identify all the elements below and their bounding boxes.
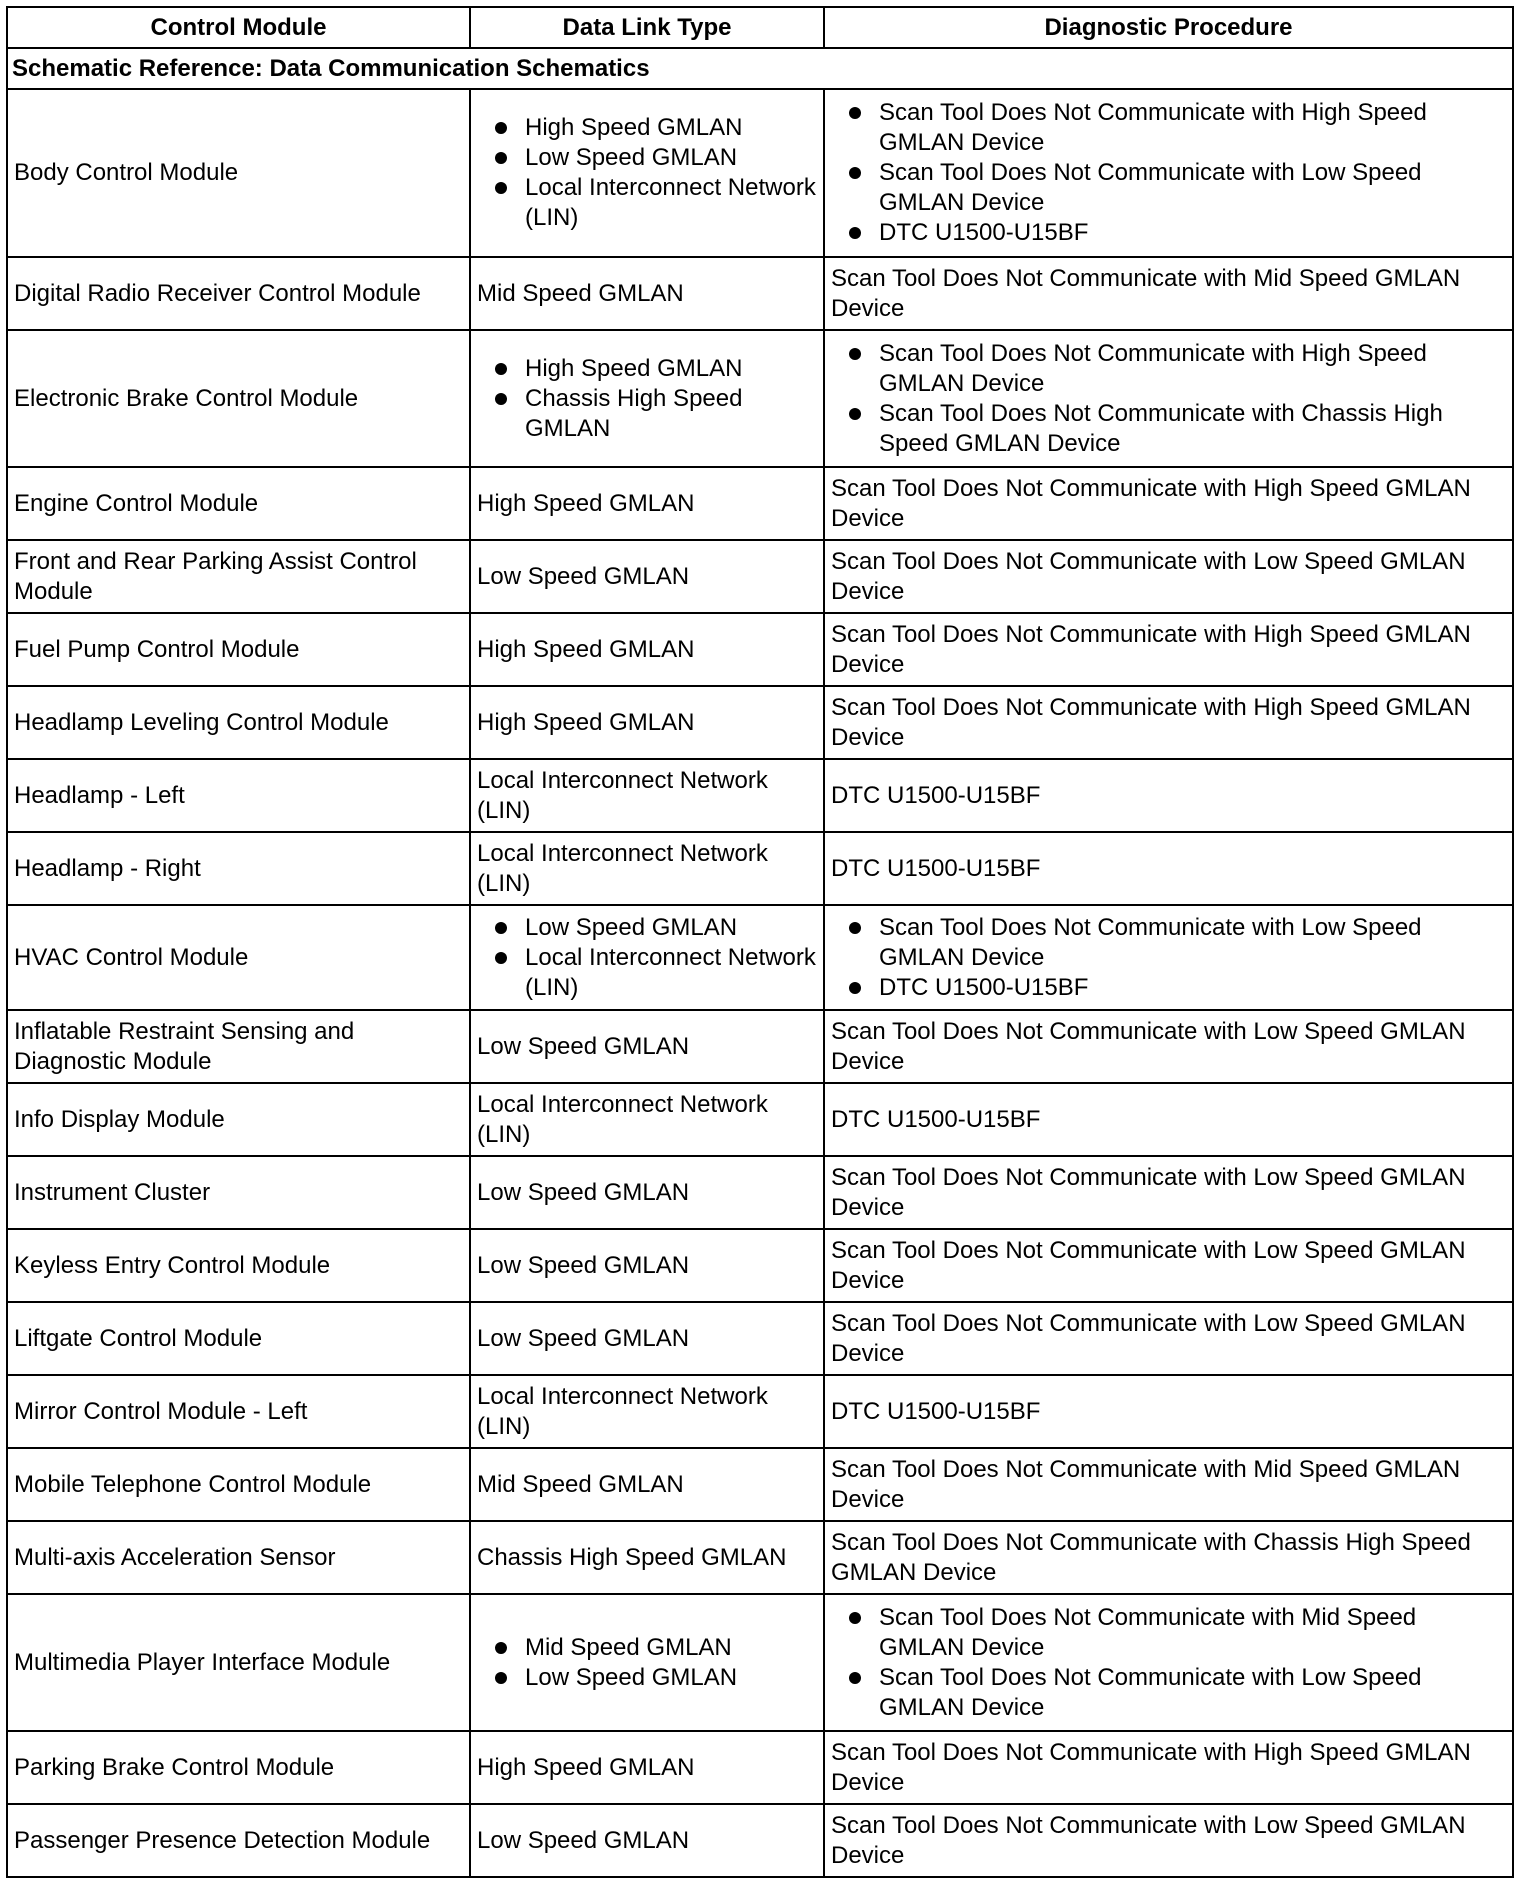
table-row [7,759,1513,832]
control-module-cell: Passenger Presence Detection Module [7,1804,470,1877]
control-module-cell: Parking Brake Control Module [7,1731,470,1804]
control-module-cell: Front and Rear Parking Assist Control Module [7,540,470,613]
bullet-item: DTC U1500-U15BF [831,218,1506,248]
bullet-item: Low Speed GMLAN [477,913,817,943]
diagnostic-procedure-cell: DTC U1500-U15BF [824,1083,1513,1156]
data-link-type-cell: Local Interconnect Network (LIN) [470,759,824,832]
schematic-reference-row [7,48,1513,89]
control-module-cell: Instrument Cluster [7,1156,470,1229]
bullet-item: High Speed GMLAN [477,354,817,384]
table-row [7,330,1513,467]
diagnostic-procedure-cell: Scan Tool Does Not Communicate with High Speed GMLAN Device [824,613,1513,686]
schematic-reference: Schematic Reference: Data Communication Schematics [7,48,1513,89]
diagnostic-procedure-cell: DTC U1500-U15BF [824,832,1513,905]
diagnostic-procedure-cell: DTC U1500-U15BF [824,1375,1513,1448]
bullet-item: Chassis High Speed GMLAN [477,384,817,444]
control-module-cell: Body Control Module [7,89,470,257]
control-module-cell: Liftgate Control Module [7,1302,470,1375]
diagnostic-table-page [6,6,1512,1878]
control-module-cell: Inflatable Restraint Sensing and Diagnostic Module [7,1010,470,1083]
table-row [7,467,1513,540]
bullet-item: Scan Tool Does Not Communicate with Low Speed GMLAN Device [831,158,1506,218]
control-module-cell: Multimedia Player Interface Module [7,1594,470,1731]
data-link-type-cell-list [477,1633,817,1693]
data-link-type-cell-list [477,913,817,1003]
diagnostic-procedure-cell: Scan Tool Does Not Communicate with Low Speed GMLAN Device [824,540,1513,613]
data-link-type-cell: Low Speed GMLAN [470,1229,824,1302]
table-row [7,613,1513,686]
table-row [7,1448,1513,1521]
data-link-type-cell-list [477,354,817,444]
data-link-type-cell: Low Speed GMLAN [470,1804,824,1877]
table-row [7,1521,1513,1594]
data-link-type-cell: Local Interconnect Network (LIN) [470,1375,824,1448]
data-link-type-cell [470,330,824,467]
diagnostic-procedure-cell [824,905,1513,1010]
diagnostic-procedure-cell-list [831,913,1506,1003]
control-module-cell: Info Display Module [7,1083,470,1156]
data-link-type-cell: High Speed GMLAN [470,467,824,540]
control-module-cell: Mobile Telephone Control Module [7,1448,470,1521]
table-row [7,905,1513,1010]
table-row [7,1229,1513,1302]
control-module-cell: Multi-axis Acceleration Sensor [7,1521,470,1594]
diagnostic-procedure-cell: Scan Tool Does Not Communicate with Low Speed GMLAN Device [824,1010,1513,1083]
diagnostic-procedure-cell: Scan Tool Does Not Communicate with High Speed GMLAN Device [824,467,1513,540]
control-module-cell: Headlamp - Left [7,759,470,832]
data-link-type-cell-list [477,113,817,233]
control-module-cell: Headlamp Leveling Control Module [7,686,470,759]
table-row [7,257,1513,330]
bullet-item: DTC U1500-U15BF [831,973,1506,1003]
control-module-cell: HVAC Control Module [7,905,470,1010]
bullet-item: Scan Tool Does Not Communicate with Chassis High Speed GMLAN Device [831,399,1506,459]
diagnostic-procedure-cell: Scan Tool Does Not Communicate with Mid Speed GMLAN Device [824,257,1513,330]
bullet-item: Low Speed GMLAN [477,143,817,173]
bullet-item: Scan Tool Does Not Communicate with High Speed GMLAN Device [831,339,1506,399]
header-control-module: Control Module [7,7,470,48]
data-link-type-cell: Low Speed GMLAN [470,1156,824,1229]
control-module-cell: Fuel Pump Control Module [7,613,470,686]
control-module-cell: Mirror Control Module - Left [7,1375,470,1448]
bullet-item: Local Interconnect Network (LIN) [477,943,817,1003]
diagnostic-procedure-cell: Scan Tool Does Not Communicate with Low Speed GMLAN Device [824,1804,1513,1877]
control-module-cell: Digital Radio Receiver Control Module [7,257,470,330]
bullet-item: Mid Speed GMLAN [477,1633,817,1663]
data-link-type-cell [470,89,824,257]
data-link-type-cell: Local Interconnect Network (LIN) [470,1083,824,1156]
bullet-item: Local Interconnect Network (LIN) [477,173,817,233]
header-data-link-type: Data Link Type [470,7,824,48]
diagnostic-procedure-cell: Scan Tool Does Not Communicate with High Speed GMLAN Device [824,1731,1513,1804]
table-header-row [7,7,1513,48]
diagnostic-procedure-cell: Scan Tool Does Not Communicate with High Speed GMLAN Device [824,686,1513,759]
bullet-item: Scan Tool Does Not Communicate with High Speed GMLAN Device [831,98,1506,158]
diagnostic-procedure-cell: DTC U1500-U15BF [824,759,1513,832]
data-link-type-cell: High Speed GMLAN [470,686,824,759]
diagnostic-procedure-cell: Scan Tool Does Not Communicate with Low Speed GMLAN Device [824,1302,1513,1375]
bullet-item: Low Speed GMLAN [477,1663,817,1693]
table-body [7,48,1513,1877]
data-link-type-cell: Mid Speed GMLAN [470,1448,824,1521]
diagnostic-procedure-cell-list [831,339,1506,459]
bullet-item: Scan Tool Does Not Communicate with Low Speed GMLAN Device [831,913,1506,973]
diagnostic-procedure-cell-list [831,98,1506,248]
data-link-type-cell: Low Speed GMLAN [470,1302,824,1375]
data-link-type-cell [470,1594,824,1731]
diagnostic-procedure-cell [824,89,1513,257]
control-module-cell: Keyless Entry Control Module [7,1229,470,1302]
table-row [7,1594,1513,1731]
data-link-type-cell: Low Speed GMLAN [470,540,824,613]
diagnostic-procedure-cell-list [831,1603,1506,1723]
data-link-type-cell [470,905,824,1010]
bullet-item: Scan Tool Does Not Communicate with Low Speed GMLAN Device [831,1663,1506,1723]
table-row [7,1731,1513,1804]
table-row [7,1375,1513,1448]
diagnostic-procedure-cell [824,330,1513,467]
data-link-type-cell: Low Speed GMLAN [470,1010,824,1083]
bullet-item: Scan Tool Does Not Communicate with Mid Speed GMLAN Device [831,1603,1506,1663]
table-row [7,540,1513,613]
table-row [7,686,1513,759]
table-row [7,1302,1513,1375]
data-link-type-cell: Chassis High Speed GMLAN [470,1521,824,1594]
data-link-type-cell: Mid Speed GMLAN [470,257,824,330]
control-module-table [6,6,1514,1878]
table-row [7,1083,1513,1156]
diagnostic-procedure-cell [824,1594,1513,1731]
header-diagnostic-procedure: Diagnostic Procedure [824,7,1513,48]
control-module-cell: Engine Control Module [7,467,470,540]
table-row [7,89,1513,257]
table-row [7,1156,1513,1229]
bullet-item: High Speed GMLAN [477,113,817,143]
control-module-cell: Headlamp - Right [7,832,470,905]
data-link-type-cell: High Speed GMLAN [470,1731,824,1804]
control-module-cell: Electronic Brake Control Module [7,330,470,467]
diagnostic-procedure-cell: Scan Tool Does Not Communicate with Low Speed GMLAN Device [824,1156,1513,1229]
data-link-type-cell: Local Interconnect Network (LIN) [470,832,824,905]
diagnostic-procedure-cell: Scan Tool Does Not Communicate with Mid Speed GMLAN Device [824,1448,1513,1521]
table-row [7,832,1513,905]
diagnostic-procedure-cell: Scan Tool Does Not Communicate with Low Speed GMLAN Device [824,1229,1513,1302]
table-row [7,1804,1513,1877]
table-row [7,1010,1513,1083]
diagnostic-procedure-cell: Scan Tool Does Not Communicate with Chassis High Speed GMLAN Device [824,1521,1513,1594]
data-link-type-cell: High Speed GMLAN [470,613,824,686]
